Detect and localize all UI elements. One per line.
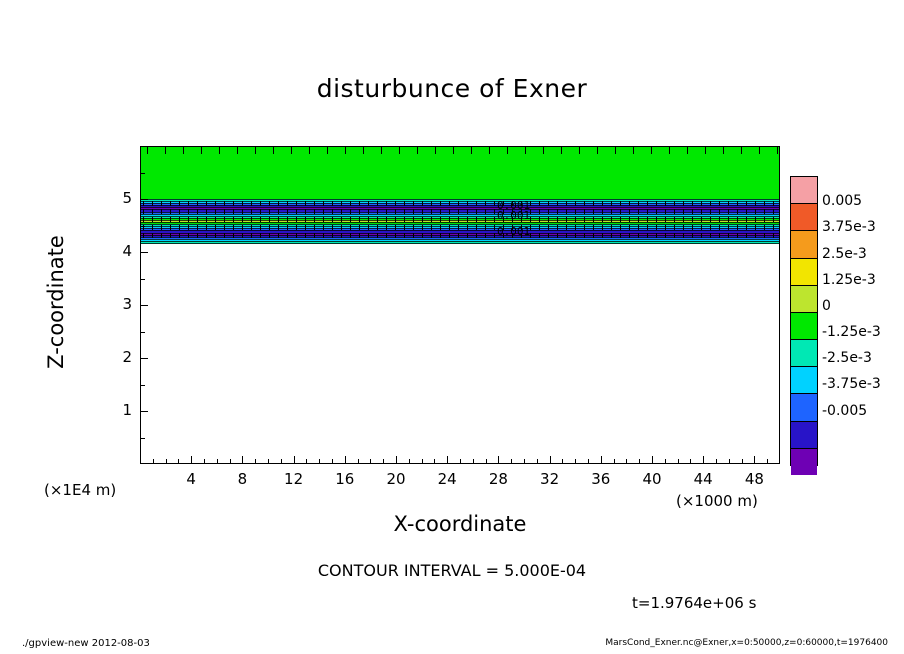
x-minor-tick xyxy=(434,459,435,464)
y-minor-tick xyxy=(140,332,145,333)
footer-tool-info: ./gpview-new 2012-08-03 xyxy=(22,638,150,649)
y-tick-label: 2 xyxy=(122,348,132,366)
x-minor-tick xyxy=(230,459,231,464)
x-tick-label: 16 xyxy=(335,470,355,488)
x-minor-tick xyxy=(742,459,743,464)
x-minor-tick xyxy=(665,459,666,464)
x-minor-tick xyxy=(217,459,218,464)
y-tick-label: 3 xyxy=(122,295,132,313)
colorbar-cell xyxy=(791,393,817,420)
x-minor-tick xyxy=(767,459,768,464)
colorbar-tick-label: -1.25e-3 xyxy=(822,324,881,341)
x-tick-label: 28 xyxy=(488,470,508,488)
x-tick-label: 12 xyxy=(284,470,304,488)
colorbar-cell xyxy=(791,258,817,285)
x-minor-tick xyxy=(678,459,679,464)
x-minor-tick xyxy=(319,459,320,464)
contour-interval-text: CONTOUR INTERVAL = 5.000E-04 xyxy=(317,561,587,580)
colorbar-tick-label: -2.5e-3 xyxy=(822,350,872,367)
x-minor-tick xyxy=(460,459,461,464)
contour-hatch-row xyxy=(141,225,779,233)
x-tick-mark xyxy=(447,456,448,464)
contour-hatch-row xyxy=(141,209,779,217)
x-tick-mark xyxy=(242,456,243,464)
colorbar-tick-label: 2.5e-3 xyxy=(822,245,867,262)
x-tick-mark xyxy=(191,456,192,464)
x-tick-mark xyxy=(703,456,704,464)
y-tick-label: 1 xyxy=(122,401,132,419)
x-minor-tick xyxy=(332,459,333,464)
x-tick-mark xyxy=(345,456,346,464)
x-minor-tick xyxy=(614,459,615,464)
colorbar-cell xyxy=(791,203,817,230)
y-tick-mark xyxy=(140,199,148,200)
colorbar-tick-label: -3.75e-3 xyxy=(822,376,881,393)
x-minor-tick xyxy=(511,459,512,464)
x-minor-tick xyxy=(409,459,410,464)
y-axis-unit: (×1E4 m) xyxy=(44,481,117,499)
x-minor-tick xyxy=(473,459,474,464)
x-minor-tick xyxy=(537,459,538,464)
x-tick-label: 44 xyxy=(693,470,713,488)
x-tick-mark xyxy=(652,456,653,464)
y-tick-mark xyxy=(140,358,148,359)
x-minor-tick xyxy=(255,459,256,464)
y-tick-mark xyxy=(140,305,148,306)
y-minor-tick xyxy=(140,226,145,227)
colorbar xyxy=(790,176,818,466)
contour-line xyxy=(141,243,779,244)
x-axis-unit: (×1000 m) xyxy=(676,492,758,510)
contour-hatch-row xyxy=(141,201,779,209)
x-minor-tick xyxy=(562,459,563,464)
contour-label-lower: 0.001 xyxy=(497,225,531,238)
x-minor-tick xyxy=(166,459,167,464)
x-minor-tick xyxy=(383,459,384,464)
x-tick-label: 36 xyxy=(591,470,611,488)
x-minor-tick xyxy=(422,459,423,464)
x-minor-tick xyxy=(153,459,154,464)
x-tick-label: 20 xyxy=(386,470,406,488)
x-axis-label: X-coordinate xyxy=(393,512,527,536)
y-tick-label: 4 xyxy=(122,242,132,260)
x-minor-tick xyxy=(729,459,730,464)
contour-line xyxy=(141,241,779,242)
y-minor-tick xyxy=(140,438,145,439)
x-minor-tick xyxy=(306,459,307,464)
x-minor-tick xyxy=(281,459,282,464)
x-minor-tick xyxy=(626,459,627,464)
contour-label-middle: 0.001 xyxy=(497,209,531,222)
x-tick-label: 24 xyxy=(437,470,457,488)
colorbar-cell xyxy=(791,421,817,448)
colorbar-tick-label: 0 xyxy=(822,297,831,314)
y-axis-label: Z-coordinate xyxy=(44,235,68,369)
x-tick-mark xyxy=(601,456,602,464)
y-minor-tick xyxy=(140,279,145,280)
x-tick-label: 48 xyxy=(744,470,764,488)
x-tick-mark xyxy=(498,456,499,464)
y-tick-mark xyxy=(140,252,148,253)
colorbar-cell xyxy=(791,285,817,312)
x-tick-label: 32 xyxy=(540,470,560,488)
y-minor-tick xyxy=(140,173,145,174)
colorbar-cell xyxy=(791,448,817,475)
colorbar-tick-label: 3.75e-3 xyxy=(822,219,876,236)
x-minor-tick xyxy=(358,459,359,464)
top-edge-ticks xyxy=(141,147,779,155)
x-minor-tick xyxy=(524,459,525,464)
x-tick-label: 8 xyxy=(237,470,248,488)
page-title: disturbunce of Exner xyxy=(316,74,588,103)
x-tick-mark xyxy=(550,456,551,464)
x-minor-tick xyxy=(178,459,179,464)
x-minor-tick xyxy=(690,459,691,464)
time-stamp-text: t=1.9764e+06 s xyxy=(632,594,757,612)
colorbar-cell xyxy=(791,339,817,366)
colorbar-cell xyxy=(791,312,817,339)
x-tick-mark xyxy=(396,456,397,464)
footer-source-info: MarsCond_Exner.nc@Exner,x=0:50000,z=0:60000,t=1976400 xyxy=(605,638,888,648)
plot-area xyxy=(140,146,780,464)
x-minor-tick xyxy=(204,459,205,464)
x-tick-label: 4 xyxy=(186,470,196,488)
y-tick-mark xyxy=(140,411,148,412)
y-minor-tick xyxy=(140,385,145,386)
colorbar-tick-label: 0.005 xyxy=(822,193,863,210)
colorbar-cell xyxy=(791,366,817,393)
x-minor-tick xyxy=(639,459,640,464)
colorbar-cell xyxy=(791,177,817,203)
contour-line xyxy=(141,199,779,200)
x-tick-label: 40 xyxy=(642,470,662,488)
x-minor-tick xyxy=(716,459,717,464)
contour-label-upper: 0.001 xyxy=(497,199,531,212)
x-minor-tick xyxy=(588,459,589,464)
x-minor-tick xyxy=(575,459,576,464)
colorbar-tick-label: 1.25e-3 xyxy=(822,271,876,288)
x-minor-tick xyxy=(370,459,371,464)
y-tick-label: 5 xyxy=(122,189,132,207)
x-minor-tick xyxy=(268,459,269,464)
contour-hatch-row xyxy=(141,217,779,225)
contour-hatch-row xyxy=(141,233,779,241)
x-tick-mark xyxy=(754,456,755,464)
x-tick-mark xyxy=(294,456,295,464)
colorbar-cell xyxy=(791,230,817,257)
colorbar-tick-label: -0.005 xyxy=(822,402,868,419)
x-minor-tick xyxy=(486,459,487,464)
